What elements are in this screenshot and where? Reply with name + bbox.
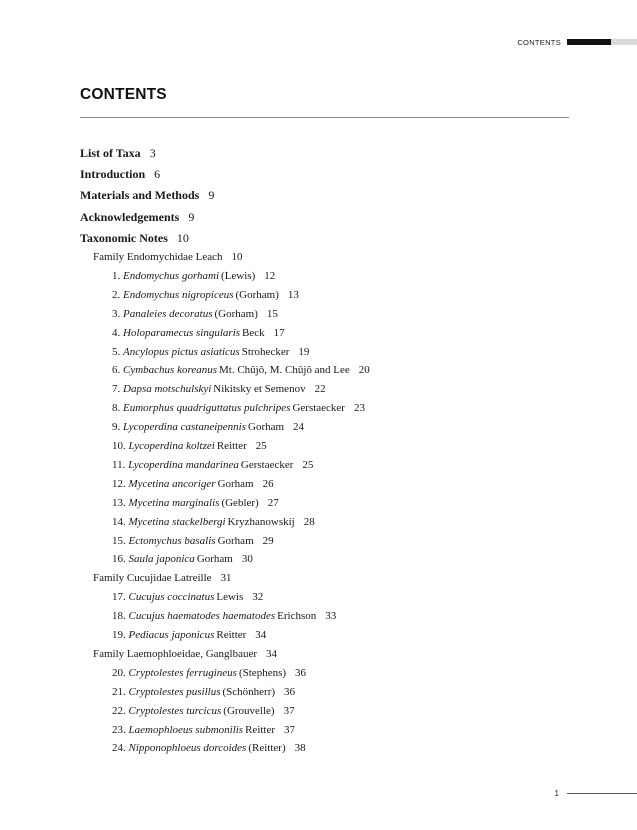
toc-section-label: List of Taxa: [80, 146, 141, 160]
toc-species-number: 2.: [112, 288, 121, 301]
toc-species-entry[interactable]: [112, 269, 275, 283]
toc-page-number: 31: [220, 572, 232, 585]
toc-section-entry[interactable]: [80, 167, 160, 181]
toc-species-author: Reitter: [216, 440, 247, 452]
toc-page-number: 17: [273, 326, 285, 339]
toc-section-entry[interactable]: [80, 188, 214, 202]
toc-species-entry[interactable]: [112, 515, 315, 529]
toc-species-author: (Gorham): [214, 307, 258, 320]
toc-species-name: Ectomychus basalis: [128, 534, 216, 547]
toc-section-entry[interactable]: [80, 231, 189, 245]
toc-family-label: Family Endomychidae Leach: [93, 251, 223, 263]
toc-species-name: Cucujus coccinatus: [128, 591, 215, 604]
toc-species-number: 10.: [112, 440, 126, 452]
toc-species-entry[interactable]: [112, 609, 336, 623]
toc-species-name: Panaleies decoratus: [123, 307, 213, 320]
toc-page-number: 34: [255, 629, 267, 641]
running-header-bar-light: [611, 39, 637, 45]
toc-page-number: 9: [208, 188, 215, 203]
toc-page-number: 25: [302, 458, 314, 471]
toc-species-number: 15.: [112, 534, 126, 547]
toc-section-label: Taxonomic Notes: [80, 230, 168, 245]
toc-section-label: Introduction: [80, 167, 146, 182]
toc-species-name: Pediacus japonicus: [128, 629, 215, 641]
toc-species-author: Gerstaecker: [292, 402, 345, 415]
toc-page-number: 28: [303, 515, 315, 528]
toc-species-entry[interactable]: [112, 401, 365, 415]
toc-species-name: Holoparamecus singularis: [123, 326, 241, 339]
toc-page-number: 27: [267, 496, 279, 509]
toc-family-entry[interactable]: [93, 571, 232, 585]
toc-species-entry[interactable]: [112, 326, 285, 340]
toc-species-author: (Stephens): [238, 666, 287, 679]
toc-species-entry[interactable]: [112, 628, 266, 642]
toc-species-name: Endomychus nigropiceus: [123, 288, 234, 301]
toc-species-author: (Lewis): [221, 269, 256, 282]
toc-page-number: 22: [314, 383, 326, 396]
toc-species-entry[interactable]: [112, 666, 306, 680]
toc-species-name: Mycetina marginalis: [128, 496, 220, 509]
toc-family-label: Family Cucujidae Latreille: [93, 572, 212, 585]
toc-page-number: 6: [154, 167, 161, 182]
toc-page-number: 23: [353, 402, 365, 415]
toc-species-entry[interactable]: [112, 307, 278, 321]
toc-species-author: (Gorham): [235, 288, 279, 301]
toc-species-number: 1.: [112, 269, 121, 282]
toc-species-name: Saula japonica: [128, 553, 195, 566]
page-footer: [555, 788, 637, 798]
toc-species-number: 21.: [112, 685, 126, 698]
toc-species-number: 17.: [112, 591, 126, 604]
toc-species-author: Kryzhanowskij: [227, 515, 295, 528]
toc-species-entry[interactable]: [112, 345, 309, 359]
toc-species-entry[interactable]: [112, 420, 304, 434]
title-divider: [80, 117, 569, 118]
toc-species-author: (Gebler): [221, 496, 259, 509]
page-number: 1: [554, 788, 559, 798]
toc-species-number: 22.: [112, 704, 126, 717]
toc-species-number: 14.: [112, 515, 126, 528]
page-title: CONTENTS: [80, 86, 167, 103]
toc-page-number: 10: [231, 251, 243, 263]
toc-species-number: 4.: [112, 326, 121, 339]
toc-page-number: 25: [255, 440, 267, 452]
toc-page-number: 3: [149, 146, 156, 160]
toc-page-number: 32: [252, 591, 264, 604]
toc-page-number: 24: [293, 421, 305, 434]
toc-species-author: Gorham: [217, 534, 254, 547]
toc-species-name: Mycetina stackelbergi: [128, 515, 226, 528]
toc-species-number: 9.: [112, 421, 121, 434]
toc-species-author: Gerstaecker: [240, 458, 294, 471]
toc-section-entry[interactable]: [80, 210, 194, 224]
toc-page-number: 26: [262, 477, 274, 490]
toc-species-entry[interactable]: [112, 590, 263, 604]
toc-page-number: 38: [294, 742, 306, 755]
toc-species-author: Reitter: [245, 723, 276, 736]
toc-species-number: 3.: [112, 307, 121, 320]
toc-species-name: Laemophloeus submonilis: [128, 723, 244, 736]
toc-family-label: Family Laemophloeidae, Ganglbauer: [93, 647, 258, 660]
toc-species-number: 12.: [112, 477, 126, 490]
toc-species-number: 5.: [112, 345, 121, 358]
toc-species-entry[interactable]: [112, 477, 274, 491]
toc-page-number: 29: [262, 534, 274, 547]
toc-species-name: Cymbachus koreanus: [123, 364, 217, 377]
toc-species-author: (Schönherr): [222, 685, 276, 698]
toc-species-number: 18.: [112, 610, 126, 623]
toc-species-author: Beck: [242, 326, 265, 339]
toc-species-number: 6.: [112, 364, 121, 377]
toc-page-number: 10: [176, 230, 189, 245]
toc-page-number: 37: [283, 704, 295, 717]
toc-species-author: Reitter: [216, 629, 247, 641]
toc-species-number: 13.: [112, 496, 126, 509]
toc-species-name: Mycetina ancoriger: [128, 477, 216, 490]
toc-page-number: 9: [188, 209, 195, 224]
toc-species-name: Cucujus haematodes haematodes: [128, 610, 276, 623]
toc-species-author: Gorham: [217, 477, 254, 490]
toc-species-entry[interactable]: [112, 382, 326, 396]
toc-species-number: 19.: [112, 629, 126, 641]
toc-page-number: 13: [287, 288, 299, 301]
toc-species-entry[interactable]: [112, 496, 279, 510]
toc-species-author: Erichson: [277, 610, 317, 623]
toc-species-entry[interactable]: [112, 741, 306, 755]
toc-species-entry[interactable]: [112, 363, 370, 377]
footer-rule: [567, 793, 637, 794]
toc-page-number: 36: [284, 685, 296, 698]
toc-family-entry[interactable]: [93, 250, 243, 264]
toc-family-entry[interactable]: [93, 647, 277, 661]
toc-section-label: Acknowledgements: [80, 209, 180, 224]
toc-species-entry[interactable]: [112, 534, 274, 548]
toc-species-number: 16.: [112, 553, 126, 566]
toc-page-number: 20: [358, 364, 370, 377]
toc-page-number: 19: [298, 345, 310, 358]
toc-species-author: Mt. Chûjô, M. Chûjô and Lee: [219, 364, 350, 377]
toc-species-entry[interactable]: [112, 685, 295, 699]
toc-species-number: 11.: [112, 458, 126, 471]
toc-page-number: 30: [241, 553, 253, 566]
toc-species-name: Lycoperdina koltzei: [128, 440, 215, 452]
toc-section-entry[interactable]: [80, 146, 156, 160]
toc-page-number: 33: [325, 610, 337, 623]
toc-species-number: 20.: [112, 666, 126, 679]
toc-species-name: Cryptolestes ferrugineus: [128, 666, 237, 679]
toc-page-number: 12: [264, 269, 276, 282]
toc-species-name: Eumorphus quadriguttatus pulchripes: [123, 402, 291, 415]
toc-section-label: Materials and Methods: [80, 188, 200, 203]
toc-species-author: (Reitter): [248, 742, 286, 755]
toc-species-number: 8.: [112, 402, 121, 415]
toc-species-name: Cryptolestes turcicus: [128, 704, 222, 717]
toc-page-number: 34: [266, 647, 278, 660]
running-header-label: CONTENTS: [517, 37, 561, 47]
toc-species-author: Nikitsky et Semenov: [213, 383, 306, 396]
toc-species-author: Gorham: [196, 553, 233, 566]
toc-species-author: (Grouvelle): [223, 704, 275, 717]
toc-species-author: Strohecker: [241, 345, 290, 358]
toc-species-entry[interactable]: [112, 723, 295, 737]
toc-page-number: 37: [284, 723, 296, 736]
toc-species-entry[interactable]: [112, 704, 295, 718]
toc-species-name: Dapsa motschulskyi: [123, 383, 212, 396]
toc-species-name: Cryptolestes pusillus: [128, 685, 221, 698]
toc-species-name: Lycoperdina mandarinea: [128, 458, 239, 471]
toc-page-number: 15: [266, 307, 278, 320]
toc-page-number: 36: [295, 666, 307, 679]
toc-species-number: 7.: [112, 383, 121, 396]
toc-species-author: Gorham: [248, 421, 285, 434]
running-header-bar-dark: [567, 39, 611, 45]
toc-species-name: Endomychus gorhami: [123, 269, 220, 282]
toc-species-number: 23.: [112, 723, 126, 736]
running-header: [517, 37, 637, 47]
toc-species-name: Ancylopus pictus asiaticus: [123, 345, 240, 358]
toc-species-entry[interactable]: [112, 552, 253, 566]
toc-species-entry[interactable]: [112, 288, 299, 302]
toc-species-author: Lewis: [216, 591, 244, 604]
toc-species-entry[interactable]: [112, 458, 313, 472]
toc-species-entry[interactable]: [112, 439, 267, 453]
toc-species-name: Nipponophloeus dorcoides: [128, 742, 247, 755]
toc-species-name: Lycoperdina castaneipennis: [123, 421, 246, 434]
toc-species-number: 24.: [112, 742, 126, 755]
